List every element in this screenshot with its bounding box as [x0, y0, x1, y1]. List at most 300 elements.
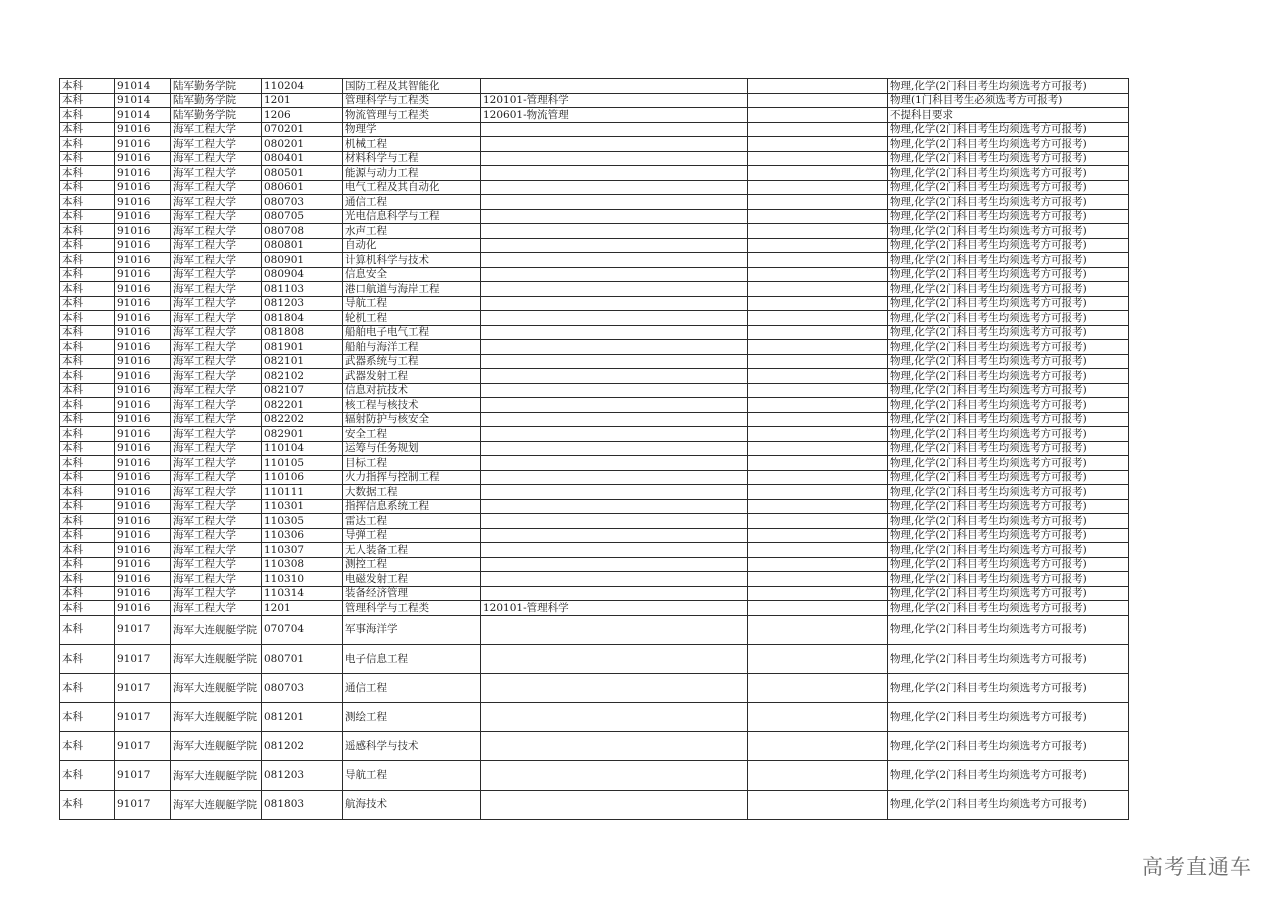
level-cell: 本科	[60, 761, 115, 790]
level-cell: 本科	[60, 485, 115, 500]
requirement-cell: 物理,化学(2门科目考生均须选考方可报考)	[888, 441, 1129, 456]
note-cell	[748, 644, 888, 673]
table-row	[60, 108, 1129, 123]
note-cell	[748, 470, 888, 485]
requirement-cell: 物理,化学(2门科目考生均须选考方可报考)	[888, 673, 1129, 702]
level-cell: 本科	[60, 180, 115, 195]
level-cell: 本科	[60, 528, 115, 543]
level-cell: 本科	[60, 93, 115, 108]
note-cell	[748, 238, 888, 253]
major-code-cell: 081804	[262, 311, 343, 326]
requirement-cell: 物理,化学(2门科目考生均须选考方可报考)	[888, 761, 1129, 790]
code-cell: 91016	[115, 238, 171, 253]
requirement-cell: 物理,化学(2门科目考生均须选考方可报考)	[888, 572, 1129, 587]
sub-major-cell: 120101-管理科学	[481, 601, 748, 616]
code-cell: 91016	[115, 180, 171, 195]
code-cell: 91017	[115, 761, 171, 790]
code-cell: 91016	[115, 456, 171, 471]
requirement-cell: 物理,化学(2门科目考生均须选考方可报考)	[888, 485, 1129, 500]
note-cell	[748, 601, 888, 616]
requirement-cell: 物理,化学(2门科目考生均须选考方可报考)	[888, 732, 1129, 761]
requirement-cell: 物理,化学(2门科目考生均须选考方可报考)	[888, 195, 1129, 210]
major-name-cell: 装备经济管理	[343, 586, 481, 601]
sub-major-cell	[481, 166, 748, 181]
note-cell	[748, 703, 888, 732]
code-cell: 91016	[115, 586, 171, 601]
major-code-cell: 080801	[262, 238, 343, 253]
requirement-cell: 物理,化学(2门科目考生均须选考方可报考)	[888, 180, 1129, 195]
table-row	[60, 296, 1129, 311]
major-name-cell: 管理科学与工程类	[343, 93, 481, 108]
note-cell	[748, 499, 888, 514]
code-cell: 91016	[115, 499, 171, 514]
major-code-cell: 082101	[262, 354, 343, 369]
code-cell: 91016	[115, 325, 171, 340]
major-name-cell: 计算机科学与技术	[343, 253, 481, 268]
requirement-cell: 物理,化学(2门科目考生均须选考方可报考)	[888, 224, 1129, 239]
requirement-cell: 物理,化学(2门科目考生均须选考方可报考)	[888, 601, 1129, 616]
school-cell: 海军工程大学	[171, 383, 262, 398]
note-cell	[748, 282, 888, 297]
major-code-cell: 1201	[262, 601, 343, 616]
school-cell: 海军工程大学	[171, 572, 262, 587]
major-code-cell: 1201	[262, 93, 343, 108]
school-cell: 海军工程大学	[171, 238, 262, 253]
code-cell: 91016	[115, 253, 171, 268]
school-cell: 海军工程大学	[171, 311, 262, 326]
sub-major-cell	[481, 732, 748, 761]
table-row	[60, 528, 1129, 543]
level-cell: 本科	[60, 514, 115, 529]
sub-major-cell	[481, 703, 748, 732]
school-cell: 海军工程大学	[171, 543, 262, 558]
requirement-cell: 物理,化学(2门科目考生均须选考方可报考)	[888, 166, 1129, 181]
major-name-cell: 信息安全	[343, 267, 481, 282]
note-cell	[748, 79, 888, 94]
school-cell: 陆军勤务学院	[171, 79, 262, 94]
code-cell: 91016	[115, 296, 171, 311]
code-cell: 91017	[115, 644, 171, 673]
table-row	[60, 441, 1129, 456]
level-cell: 本科	[60, 267, 115, 282]
code-cell: 91016	[115, 601, 171, 616]
major-name-cell: 目标工程	[343, 456, 481, 471]
sub-major-cell	[481, 238, 748, 253]
note-cell	[748, 514, 888, 529]
major-code-cell: 080708	[262, 224, 343, 239]
level-cell: 本科	[60, 543, 115, 558]
sub-major-cell	[481, 195, 748, 210]
level-cell: 本科	[60, 383, 115, 398]
table-row	[60, 412, 1129, 427]
note-cell	[748, 354, 888, 369]
table-row	[60, 151, 1129, 166]
code-cell: 91016	[115, 528, 171, 543]
level-cell: 本科	[60, 166, 115, 181]
requirement-cell: 物理,化学(2门科目考生均须选考方可报考)	[888, 456, 1129, 471]
code-cell: 91016	[115, 572, 171, 587]
requirement-cell: 物理,化学(2门科目考生均须选考方可报考)	[888, 137, 1129, 152]
major-code-cell: 081202	[262, 732, 343, 761]
major-code-cell: 082901	[262, 427, 343, 442]
requirement-cell: 物理,化学(2门科目考生均须选考方可报考)	[888, 369, 1129, 384]
major-name-cell: 自动化	[343, 238, 481, 253]
school-cell: 海军工程大学	[171, 354, 262, 369]
table-row	[60, 499, 1129, 514]
code-cell: 91016	[115, 166, 171, 181]
major-name-cell: 导航工程	[343, 296, 481, 311]
major-name-cell: 电子信息工程	[343, 644, 481, 673]
major-name-cell: 军事海洋学	[343, 615, 481, 644]
code-cell: 91016	[115, 282, 171, 297]
level-cell: 本科	[60, 369, 115, 384]
table-row	[60, 586, 1129, 601]
table-row	[60, 485, 1129, 500]
level-cell: 本科	[60, 557, 115, 572]
requirement-cell: 物理,化学(2门科目考生均须选考方可报考)	[888, 528, 1129, 543]
major-name-cell: 航海技术	[343, 790, 481, 819]
code-cell: 91016	[115, 412, 171, 427]
code-cell: 91016	[115, 369, 171, 384]
school-cell: 海军工程大学	[171, 470, 262, 485]
level-cell: 本科	[60, 151, 115, 166]
code-cell: 91016	[115, 311, 171, 326]
level-cell: 本科	[60, 427, 115, 442]
note-cell	[748, 151, 888, 166]
level-cell: 本科	[60, 311, 115, 326]
level-cell: 本科	[60, 615, 115, 644]
major-name-cell: 无人装备工程	[343, 543, 481, 558]
major-code-cell: 082202	[262, 412, 343, 427]
note-cell	[748, 412, 888, 427]
school-cell: 海军工程大学	[171, 267, 262, 282]
major-code-cell: 081203	[262, 296, 343, 311]
level-cell: 本科	[60, 601, 115, 616]
level-cell: 本科	[60, 644, 115, 673]
note-cell	[748, 122, 888, 137]
requirement-cell: 物理,化学(2门科目考生均须选考方可报考)	[888, 703, 1129, 732]
table-row	[60, 267, 1129, 282]
sub-major-cell	[481, 296, 748, 311]
table-body	[60, 79, 1129, 820]
table-row	[60, 180, 1129, 195]
note-cell	[748, 441, 888, 456]
table-row	[60, 340, 1129, 355]
major-name-cell: 信息对抗技术	[343, 383, 481, 398]
code-cell: 91016	[115, 354, 171, 369]
school-cell: 海军工程大学	[171, 456, 262, 471]
requirement-cell: 物理,化学(2门科目考生均须选考方可报考)	[888, 253, 1129, 268]
sub-major-cell	[481, 412, 748, 427]
code-cell: 91017	[115, 703, 171, 732]
major-name-cell: 材料科学与工程	[343, 151, 481, 166]
level-cell: 本科	[60, 253, 115, 268]
note-cell	[748, 137, 888, 152]
sub-major-cell	[481, 499, 748, 514]
code-cell: 91014	[115, 108, 171, 123]
table-row	[60, 79, 1129, 94]
sub-major-cell: 120101-管理科学	[481, 93, 748, 108]
table-row	[60, 644, 1129, 673]
table-row	[60, 209, 1129, 224]
note-cell	[748, 673, 888, 702]
sub-major-cell	[481, 644, 748, 673]
sub-major-cell	[481, 761, 748, 790]
requirement-cell: 物理,化学(2门科目考生均须选考方可报考)	[888, 296, 1129, 311]
code-cell: 91016	[115, 151, 171, 166]
requirement-cell: 物理,化学(2门科目考生均须选考方可报考)	[888, 383, 1129, 398]
table-row	[60, 615, 1129, 644]
code-cell: 91016	[115, 383, 171, 398]
requirement-cell: 物理,化学(2门科目考生均须选考方可报考)	[888, 267, 1129, 282]
major-name-cell: 武器发射工程	[343, 369, 481, 384]
major-name-cell: 物流管理与工程类	[343, 108, 481, 123]
major-code-cell: 080904	[262, 267, 343, 282]
major-name-cell: 船舶与海洋工程	[343, 340, 481, 355]
sub-major-cell	[481, 427, 748, 442]
code-cell: 91017	[115, 732, 171, 761]
sub-major-cell	[481, 122, 748, 137]
note-cell	[748, 108, 888, 123]
note-cell	[748, 296, 888, 311]
sub-major-cell	[481, 151, 748, 166]
major-code-cell: 081203	[262, 761, 343, 790]
sub-major-cell	[481, 470, 748, 485]
major-name-cell: 水声工程	[343, 224, 481, 239]
code-cell: 91016	[115, 122, 171, 137]
major-code-cell: 110104	[262, 441, 343, 456]
sub-major-cell	[481, 340, 748, 355]
level-cell: 本科	[60, 282, 115, 297]
sub-major-cell	[481, 354, 748, 369]
note-cell	[748, 732, 888, 761]
school-cell: 海军工程大学	[171, 601, 262, 616]
note-cell	[748, 398, 888, 413]
major-name-cell: 光电信息科学与工程	[343, 209, 481, 224]
major-name-cell: 能源与动力工程	[343, 166, 481, 181]
level-cell: 本科	[60, 209, 115, 224]
school-cell: 海军工程大学	[171, 340, 262, 355]
school-cell: 海军工程大学	[171, 528, 262, 543]
table-row	[60, 456, 1129, 471]
school-cell: 海军大连舰艇学院	[171, 703, 262, 732]
school-cell: 陆军勤务学院	[171, 108, 262, 123]
note-cell	[748, 311, 888, 326]
major-code-cell: 110105	[262, 456, 343, 471]
major-name-cell: 国防工程及其智能化	[343, 79, 481, 94]
sub-major-cell	[481, 325, 748, 340]
code-cell: 91016	[115, 485, 171, 500]
major-name-cell: 雷达工程	[343, 514, 481, 529]
school-cell: 海军工程大学	[171, 441, 262, 456]
note-cell	[748, 267, 888, 282]
requirement-cell: 物理,化学(2门科目考生均须选考方可报考)	[888, 79, 1129, 94]
major-code-cell: 070201	[262, 122, 343, 137]
level-cell: 本科	[60, 122, 115, 137]
code-cell: 91016	[115, 224, 171, 239]
note-cell	[748, 93, 888, 108]
school-cell: 海军大连舰艇学院	[171, 790, 262, 819]
major-code-cell: 080201	[262, 137, 343, 152]
sub-major-cell	[481, 485, 748, 500]
school-cell: 海军工程大学	[171, 151, 262, 166]
level-cell: 本科	[60, 398, 115, 413]
major-name-cell: 运筹与任务规划	[343, 441, 481, 456]
code-cell: 91016	[115, 543, 171, 558]
note-cell	[748, 427, 888, 442]
school-cell: 海军工程大学	[171, 369, 262, 384]
requirement-cell: 物理,化学(2门科目考生均须选考方可报考)	[888, 586, 1129, 601]
requirement-cell: 物理,化学(2门科目考生均须选考方可报考)	[888, 644, 1129, 673]
requirement-cell: 物理(1门科目考生必须选考方可报考)	[888, 93, 1129, 108]
requirement-cell: 物理,化学(2门科目考生均须选考方可报考)	[888, 557, 1129, 572]
major-name-cell: 大数据工程	[343, 485, 481, 500]
table-row	[60, 354, 1129, 369]
sub-major-cell	[481, 586, 748, 601]
major-code-cell: 081901	[262, 340, 343, 355]
table-row	[60, 601, 1129, 616]
table-row	[60, 790, 1129, 819]
table-row	[60, 732, 1129, 761]
requirement-cell: 物理,化学(2门科目考生均须选考方可报考)	[888, 354, 1129, 369]
note-cell	[748, 456, 888, 471]
level-cell: 本科	[60, 108, 115, 123]
note-cell	[748, 572, 888, 587]
requirement-cell: 物理,化学(2门科目考生均须选考方可报考)	[888, 470, 1129, 485]
major-code-cell: 080703	[262, 673, 343, 702]
sub-major-cell	[481, 456, 748, 471]
major-code-cell: 081803	[262, 790, 343, 819]
code-cell: 91017	[115, 615, 171, 644]
sub-major-cell	[481, 180, 748, 195]
major-code-cell: 070704	[262, 615, 343, 644]
school-cell: 海军工程大学	[171, 137, 262, 152]
school-cell: 海军大连舰艇学院	[171, 673, 262, 702]
sub-major-cell	[481, 572, 748, 587]
sub-major-cell	[481, 615, 748, 644]
requirement-cell: 物理,化学(2门科目考生均须选考方可报考)	[888, 412, 1129, 427]
major-code-cell: 110314	[262, 586, 343, 601]
requirement-cell: 物理,化学(2门科目考生均须选考方可报考)	[888, 514, 1129, 529]
note-cell	[748, 180, 888, 195]
sub-major-cell	[481, 79, 748, 94]
requirement-cell: 物理,化学(2门科目考生均须选考方可报考)	[888, 325, 1129, 340]
note-cell	[748, 209, 888, 224]
major-code-cell: 081103	[262, 282, 343, 297]
major-name-cell: 武器系统与工程	[343, 354, 481, 369]
requirement-cell: 物理,化学(2门科目考生均须选考方可报考)	[888, 122, 1129, 137]
note-cell	[748, 224, 888, 239]
note-cell	[748, 543, 888, 558]
level-cell: 本科	[60, 224, 115, 239]
note-cell	[748, 166, 888, 181]
level-cell: 本科	[60, 456, 115, 471]
table-row	[60, 224, 1129, 239]
note-cell	[748, 383, 888, 398]
sub-major-cell	[481, 441, 748, 456]
major-code-cell: 110301	[262, 499, 343, 514]
school-cell: 陆军勤务学院	[171, 93, 262, 108]
major-name-cell: 火力指挥与控制工程	[343, 470, 481, 485]
major-code-cell: 080701	[262, 644, 343, 673]
level-cell: 本科	[60, 238, 115, 253]
note-cell	[748, 528, 888, 543]
major-code-cell: 080703	[262, 195, 343, 210]
sub-major-cell	[481, 369, 748, 384]
requirement-cell: 物理,化学(2门科目考生均须选考方可报考)	[888, 238, 1129, 253]
note-cell	[748, 615, 888, 644]
code-cell: 91016	[115, 195, 171, 210]
sub-major-cell	[481, 528, 748, 543]
major-code-cell: 080401	[262, 151, 343, 166]
table-row	[60, 383, 1129, 398]
code-cell: 91016	[115, 398, 171, 413]
code-cell: 91016	[115, 340, 171, 355]
code-cell: 91017	[115, 790, 171, 819]
level-cell: 本科	[60, 137, 115, 152]
requirement-cell: 物理,化学(2门科目考生均须选考方可报考)	[888, 615, 1129, 644]
level-cell: 本科	[60, 340, 115, 355]
major-code-cell: 110106	[262, 470, 343, 485]
requirement-cell: 物理,化学(2门科目考生均须选考方可报考)	[888, 209, 1129, 224]
major-code-cell: 080601	[262, 180, 343, 195]
level-cell: 本科	[60, 703, 115, 732]
requirement-cell: 不提科目要求	[888, 108, 1129, 123]
major-code-cell: 080901	[262, 253, 343, 268]
school-cell: 海军工程大学	[171, 209, 262, 224]
school-cell: 海军工程大学	[171, 557, 262, 572]
school-cell: 海军工程大学	[171, 586, 262, 601]
major-name-cell: 安全工程	[343, 427, 481, 442]
major-name-cell: 遥感科学与技术	[343, 732, 481, 761]
major-name-cell: 测绘工程	[343, 703, 481, 732]
school-cell: 海军大连舰艇学院	[171, 615, 262, 644]
major-code-cell: 081201	[262, 703, 343, 732]
school-cell: 海军工程大学	[171, 514, 262, 529]
level-cell: 本科	[60, 790, 115, 819]
requirement-cell: 物理,化学(2门科目考生均须选考方可报考)	[888, 790, 1129, 819]
school-cell: 海军大连舰艇学院	[171, 761, 262, 790]
table-row	[60, 282, 1129, 297]
major-code-cell: 082102	[262, 369, 343, 384]
sub-major-cell	[481, 311, 748, 326]
school-cell: 海军工程大学	[171, 253, 262, 268]
table-row	[60, 761, 1129, 790]
table-row	[60, 195, 1129, 210]
sub-major-cell	[481, 209, 748, 224]
major-name-cell: 轮机工程	[343, 311, 481, 326]
requirement-cell: 物理,化学(2门科目考生均须选考方可报考)	[888, 151, 1129, 166]
major-name-cell: 船舶电子电气工程	[343, 325, 481, 340]
major-name-cell: 通信工程	[343, 195, 481, 210]
major-code-cell: 080501	[262, 166, 343, 181]
sub-major-cell	[481, 557, 748, 572]
sub-major-cell	[481, 267, 748, 282]
major-name-cell: 导航工程	[343, 761, 481, 790]
requirement-cell: 物理,化学(2门科目考生均须选考方可报考)	[888, 398, 1129, 413]
note-cell	[748, 195, 888, 210]
major-code-cell: 110307	[262, 543, 343, 558]
major-code-cell: 1206	[262, 108, 343, 123]
note-cell	[748, 586, 888, 601]
major-code-cell: 082107	[262, 383, 343, 398]
major-code-cell: 110308	[262, 557, 343, 572]
table-row	[60, 369, 1129, 384]
school-cell: 海军工程大学	[171, 224, 262, 239]
major-code-cell: 110310	[262, 572, 343, 587]
level-cell: 本科	[60, 732, 115, 761]
level-cell: 本科	[60, 412, 115, 427]
